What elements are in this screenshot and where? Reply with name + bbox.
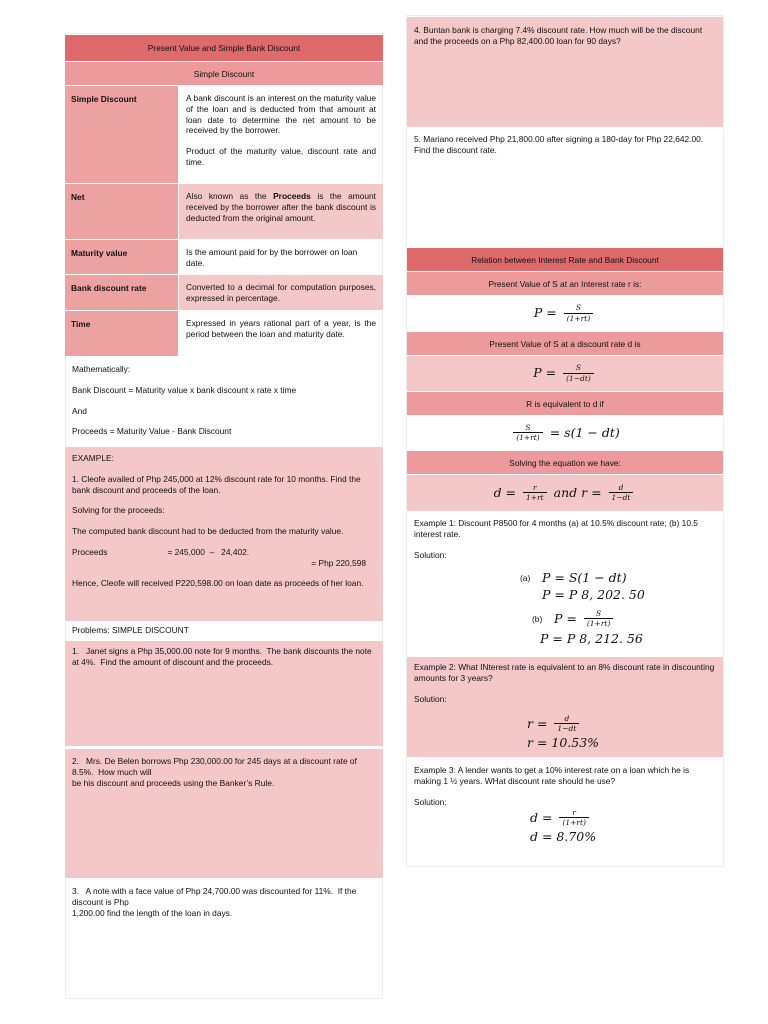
def-bank-discount-rate: Converted to a decimal for computation purposes, expressed in percentage. (179, 275, 383, 310)
term-simple-discount: Simple Discount (65, 86, 178, 183)
equivalence-formula: $\frac{S}{(1+rt)}$ = s(1 − dt) (407, 416, 723, 450)
problem-1-box: 1. Janet signs a Php 35,000.00 note for 9 months. The bank discounts the note at 4%. Find the amount of discount and the proceeds. (65, 641, 383, 746)
example-1a-formula: (a) P = S(1 − dt) P = P 8, 202. 50 (520, 570, 645, 602)
solving-heading: Solving the equation we have: (407, 451, 723, 474)
page-title: Present Value and Simple Bank Discount (65, 35, 383, 61)
section-title-simple-discount: Simple Discount (65, 62, 383, 85)
term-time: Time (65, 311, 178, 356)
problem-4-box: 4. Buntan bank is charging 7.4% discount rate. How much will be the discount and the proceeds on a Php 82,400.00 loan for 90 days? (407, 17, 723, 127)
solved-formulas: d = $\frac{r}{1+rt}$ and r = $\frac{d}{1-dt}$ (407, 475, 723, 511)
equivalence-heading: R is equivalent to d if (407, 392, 723, 415)
pv-interest-formula: P = $\frac{S}{(1+rt)}$ (407, 296, 723, 331)
pv-discount-heading: Present Value of S at a discount rate d is (407, 332, 723, 355)
problem-3-box: 3. A note with a face value of Php 24,700.00 was discounted for 11%. If the discount is Php 1,200.00 find the length of the loan in days. (72, 886, 359, 918)
example-2-formula: r = $\frac{d}{1-dt}$ r = 10.53% (527, 714, 600, 750)
example-1b-formula: (b) P = $\frac{S}{(1+rt)}$ P = P 8, 212. 56 (532, 609, 643, 646)
example-1-box: Example 1: Discount P8500 for 4 months (a) at 10.5% discount rate; (b) 10.5 interest rate. Solution: (414, 518, 698, 560)
problem-2-box: 2. Mrs. De Belen borrows Php 230,000.00 for 245 days at a discount rate of 8.5%. How much will be his discount and proceeds using the Banker’s Rule. (65, 749, 383, 878)
pv-interest-heading: Present Value of S at an Interest rate r is: (407, 272, 723, 295)
def-maturity-value: Is the amount paid for by the borrower on loan date. (186, 247, 358, 268)
formula-section: Mathematically: Bank Discount = Maturity value x bank discount x rate x time And Proceeds = Maturity Value - Bank Discount (72, 364, 297, 437)
example-2-box: Example 2: What INterest rate is equivalent to an 8% discount rate in discounting amounts for 3 years? Solution: (407, 657, 723, 757)
term-maturity-value: Maturity value (65, 240, 178, 274)
problem-5-box: 5. Mariano received Php 21,800.00 after signing a 180-day for Php 22,642.00. Find the discount rate. (414, 134, 704, 155)
example-3-box: Example 3: A lender wants to get a 10% interest rate on a loan which he is making 1 ½ years. WHat discount rate should he use? Solution: (414, 765, 690, 807)
term-net: Net (65, 184, 178, 239)
relation-title: Relation between Interest Rate and Bank Discount (407, 248, 723, 271)
problems-heading-block: Problems: SIMPLE DISCOUNT (72, 625, 189, 635)
example-box: EXAMPLE: 1. Cleofe availed of Php 245,000 at 12% discount rate for 10 months. Find the bank discount and proceeds of the loan. Solving for the proceeds: The computed bank discount had to be deducted from the maturity value. Proceeds = 245,000 – 24,402. = Php 220,598 Hence, Cleofe will received P220,598.00 on loan date as proceeds of her loan. (65, 447, 383, 621)
term-bank-discount-rate: Bank discount rate (65, 275, 178, 310)
def-net: Also known as the Proceeds is the amount received by the borrower after the bank discount is deducted from the original amount. (179, 184, 383, 239)
example-3-formula: d = $\frac{r}{(1+rt)}$ d = 8.70% (530, 808, 597, 844)
def-time: Expressed in years rational part of a year, is the period between the loan and maturity date. (186, 318, 376, 339)
def-simple-discount: A bank discount is an interest on the maturity value of the loan and is deducted from that amount at loan date to determine the net amount to be received by the borrower. Product of the maturity value, discount rate and time. (186, 93, 376, 167)
pv-discount-formula: P = $\frac{S}{(1-dt)}$ (407, 356, 723, 391)
